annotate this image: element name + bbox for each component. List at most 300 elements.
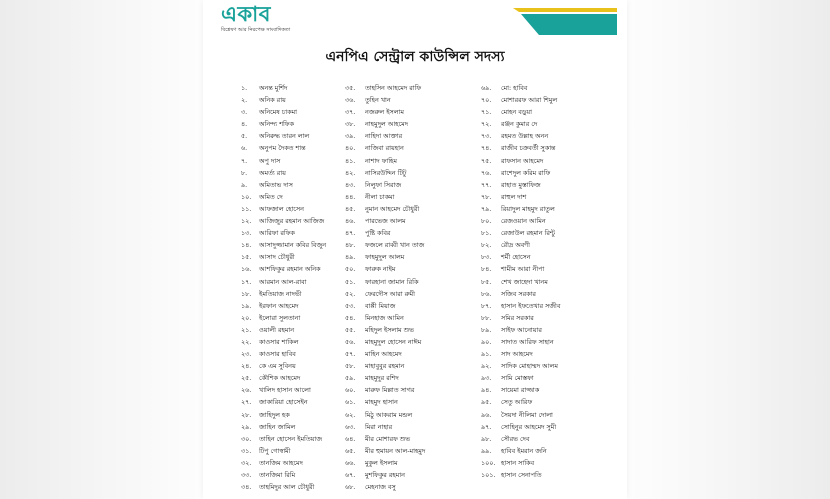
member-number: ৩১. — [241, 446, 252, 455]
member-number: ২৮. — [241, 410, 252, 419]
member-entry — [241, 130, 326, 142]
member-entry — [241, 94, 326, 106]
member-entry — [241, 167, 326, 179]
member-name: ইলোরা সুলতানা — [259, 313, 301, 322]
member-number: ৫৬. — [345, 337, 356, 346]
member-number: ২. — [241, 96, 248, 105]
member-name: আসাদুজ্জামান কবির বিজুন — [259, 241, 327, 250]
member-name: ফারহানা জামান রিকি — [365, 277, 419, 286]
member-entry — [345, 142, 425, 154]
member-entry — [481, 469, 560, 481]
member-entry — [481, 336, 560, 348]
member-entry — [481, 384, 560, 396]
member-number: ৩৯. — [345, 132, 356, 141]
member-entry — [345, 82, 425, 94]
member-entry — [481, 276, 560, 288]
member-number: ১০১. — [481, 471, 496, 479]
member-entry — [241, 457, 326, 469]
member-name: মহিদুল ইসলাম শুভ — [365, 325, 414, 334]
member-entry — [241, 191, 326, 203]
member-number: ১৫. — [241, 253, 252, 262]
member-number: ২৭. — [241, 398, 252, 407]
page-title: এনপিএ সেন্ট্রাল কাউন্সিল সদস্য — [325, 49, 505, 65]
member-number: ৮৫. — [481, 277, 492, 286]
member-name: পারভেজ আলম — [365, 217, 406, 226]
member-entry — [481, 130, 560, 142]
member-name: সায়েমা রাজ্জাক — [501, 386, 540, 395]
member-name: নীলা চাকমা — [365, 192, 395, 201]
member-name: আরিফা রফিক — [259, 229, 295, 238]
member-number: ১০. — [241, 192, 252, 201]
member-number: ৪২. — [345, 168, 356, 177]
member-entry — [345, 396, 425, 408]
member-name: রাজীব চক্রবর্তী সুকান্ত — [501, 144, 556, 153]
member-number: ৮৮. — [481, 313, 492, 322]
member-entry — [481, 324, 560, 336]
member-entry — [345, 421, 425, 433]
member-name: মীর হুমায়ন আল-মাহমুদ — [365, 446, 426, 455]
member-name: ফারুক নাইম — [365, 265, 396, 274]
member-entry — [481, 288, 560, 300]
member-name: টিপু গোস্বামী — [259, 446, 291, 455]
member-name: অমর্ত্য রায় — [259, 168, 286, 177]
member-entry — [345, 300, 425, 312]
member-entry — [241, 106, 326, 118]
member-number: ৭২. — [481, 120, 492, 129]
member-entry — [241, 82, 326, 94]
member-entry — [345, 312, 425, 324]
members-column-3 — [481, 82, 560, 481]
member-number: ৪. — [241, 120, 248, 129]
member-entry — [241, 396, 326, 408]
member-number: ৫৯. — [345, 374, 356, 383]
member-entry — [241, 288, 326, 300]
member-name: রহমত উল্লাহ অনন — [501, 132, 549, 141]
member-name: অনিমেষ চাকমা — [259, 108, 298, 117]
member-name: সাদাত আরিফ সাহান — [501, 337, 554, 346]
member-name: তাহিন হোসেন ইমতিয়াজ — [259, 434, 322, 443]
member-entry — [481, 179, 560, 191]
member-number: ৩৫. — [345, 84, 356, 92]
member-entry — [345, 130, 425, 142]
member-name: সাদ আহমেদ — [501, 350, 533, 359]
member-entry — [481, 396, 560, 408]
member-name: সাদিক মোহাম্মদ আলম — [501, 362, 558, 371]
member-number: ৬১. — [345, 398, 356, 407]
member-name: শেখ জাহেদা খানম — [501, 277, 548, 286]
member-entry — [481, 227, 560, 239]
member-number: ১৩. — [241, 229, 252, 238]
member-entry — [241, 336, 326, 348]
member-entry — [345, 155, 425, 167]
member-name: অনিক রায় — [259, 96, 286, 105]
members-column-1 — [241, 82, 326, 493]
member-entry — [345, 251, 425, 263]
member-entry — [345, 433, 425, 445]
member-name: মাহমুদ হাসান — [365, 398, 398, 407]
member-number: ৫৮. — [345, 362, 356, 371]
member-number: ৮৪. — [481, 265, 492, 274]
member-entry — [481, 433, 560, 445]
member-name: মিঠু আকরাম মন্ডল — [365, 410, 413, 419]
member-entry — [481, 421, 560, 433]
member-entry — [345, 94, 425, 106]
member-name: নজরুল ইসলাম — [365, 108, 404, 117]
member-name: জাহিদুল হক — [259, 410, 290, 419]
member-number: ৮৭. — [481, 301, 492, 310]
member-entry — [241, 348, 326, 360]
member-number: ৭৪. — [481, 144, 492, 153]
member-name: হাসান সাকিব — [501, 458, 535, 467]
member-number: ৩২. — [241, 458, 252, 467]
member-entry — [345, 457, 425, 469]
member-name: সৌরভ দেব — [501, 434, 530, 443]
member-name: আজিজুর রহমান আজিজ — [259, 217, 325, 226]
member-number: ১৭. — [241, 277, 252, 286]
member-name: সোহিনুর আহমেদ সুমী — [501, 422, 557, 431]
member-number: ৭৬. — [481, 168, 492, 177]
member-entry — [481, 445, 560, 457]
member-name: মুকুল ইসলাম — [365, 458, 398, 467]
member-name: ফজলে রাব্বী খান তাজ — [365, 241, 425, 250]
logo-tagline: বিশ্লেষণ আর নিরপেক্ষ সাংবাদিকতা — [221, 27, 291, 33]
member-entry — [481, 155, 560, 167]
member-name: অমিতাভ দাস — [259, 180, 293, 189]
member-entry — [241, 227, 326, 239]
member-entry — [481, 106, 560, 118]
member-entry — [345, 469, 425, 481]
member-entry — [241, 409, 326, 421]
member-name: কে এম সুবিনয় — [259, 362, 296, 371]
member-number: ১. — [241, 84, 248, 92]
member-name: রেজওয়ান আমিন — [501, 217, 546, 226]
member-name: মিনহাজ আমিন — [365, 313, 404, 322]
corner-stripes-graphic — [513, 8, 617, 35]
member-number: ৫. — [241, 132, 248, 141]
member-name: সমির সরকার — [501, 313, 534, 322]
member-number: ৭৯. — [481, 204, 492, 213]
member-name: মীর মোশারফ শুভ — [365, 434, 411, 443]
member-name: হাসান ইফতেখার সজীব — [501, 301, 561, 310]
member-number: ৬৮. — [345, 483, 356, 492]
member-number: ১৯. — [241, 301, 252, 310]
member-entry — [345, 288, 425, 300]
member-name: অনন্ত মুর্শিদ — [259, 84, 288, 92]
member-name: মুশফিকুর রহমান — [365, 471, 405, 479]
member-name: সেতু আরিফ — [501, 398, 533, 407]
member-entry — [241, 239, 326, 251]
member-number: ১০০. — [481, 458, 496, 467]
member-entry — [241, 118, 326, 130]
member-number: ৪৫. — [345, 204, 356, 213]
member-entry — [241, 421, 326, 433]
member-entry — [241, 324, 326, 336]
member-entry — [241, 360, 326, 372]
member-name: মাহিন আহমেদ — [365, 350, 402, 359]
member-number: ৭৩. — [481, 132, 492, 141]
member-entry — [481, 167, 560, 179]
member-name: ফেরদৌস আরা রুমী — [365, 289, 415, 298]
member-name: জাকারিয়া হোসেইন — [259, 398, 308, 407]
member-number: ৯১. — [481, 350, 492, 359]
member-number: ৫১. — [345, 277, 356, 286]
member-entry — [345, 372, 425, 384]
member-number: ২১. — [241, 325, 252, 334]
member-name: শামীম আরা নীপা — [501, 265, 545, 274]
member-number: ৬৩. — [345, 422, 356, 431]
logo-wordmark: একাব — [221, 2, 271, 26]
member-number: ৩৭. — [345, 108, 356, 117]
member-name: তুহিন খান — [365, 96, 391, 105]
member-number: ২৪. — [241, 362, 252, 371]
member-number: ৫৩. — [345, 301, 356, 310]
member-name: সৈয়দা নীলিমা দোলা — [501, 410, 553, 419]
member-number: ২২. — [241, 337, 252, 346]
member-entry — [345, 179, 425, 191]
member-name: হাবিব ইমরান জনি — [501, 446, 547, 455]
member-entry — [345, 384, 425, 396]
member-name: আশফিকুর রহমান অনিক — [259, 265, 321, 274]
member-entry — [241, 481, 326, 493]
member-entry — [345, 409, 425, 421]
member-name: নুমান আহমেদ চৌধুরী — [365, 204, 420, 213]
member-entry — [345, 167, 425, 179]
member-name: তানজিমা রিমি — [259, 471, 296, 479]
member-number: ৯৭. — [481, 422, 492, 431]
member-name: রঞ্জন কুমার দে — [501, 120, 538, 129]
member-name: সাইফ আনোয়ার — [501, 325, 542, 334]
member-entry — [345, 203, 425, 215]
member-entry — [241, 179, 326, 191]
member-number: ৫২. — [345, 289, 356, 298]
member-name: মেহনাজ বসু — [365, 483, 396, 492]
member-number: ৪১. — [345, 156, 356, 165]
member-entry — [241, 142, 326, 154]
member-name: রিয়াদুল মাহমুদ রাতুল — [501, 204, 555, 213]
member-number: ৮৯. — [481, 325, 492, 334]
member-entry — [345, 191, 425, 203]
member-entry — [345, 239, 425, 251]
member-entry — [345, 324, 425, 336]
member-number: ১৪. — [241, 241, 252, 250]
member-name: নাজিবা রায়হান — [365, 144, 404, 153]
member-number: ৬৫. — [345, 446, 356, 455]
member-entry — [481, 239, 560, 251]
member-number: ৯. — [241, 180, 248, 189]
member-number: ৪৯. — [345, 253, 356, 262]
member-name: রাফসান আহমেদ — [501, 156, 544, 165]
member-name: শর্মী হোসেন — [501, 253, 531, 262]
member-entry — [345, 106, 425, 118]
member-entry — [345, 118, 425, 130]
member-name: আরমান আল-রাবা — [259, 277, 307, 286]
member-name: পুষ্টি কবির — [365, 229, 391, 238]
member-number: ৩০. — [241, 434, 252, 443]
member-entry — [241, 215, 326, 227]
member-name: অনিন্দ্য শফিক — [259, 120, 294, 129]
member-name: তাহমিদুর আল চৌধুরী — [259, 483, 315, 492]
member-number: ৮. — [241, 168, 248, 177]
member-number: ৬৪. — [345, 434, 356, 443]
member-name: মাহমুদুল হোসেন নাঈম — [365, 337, 422, 346]
member-name: মো: হাবিব — [501, 84, 528, 92]
member-number: ৩. — [241, 108, 248, 117]
member-number: ৮৬. — [481, 289, 492, 298]
member-number: ৬. — [241, 144, 248, 153]
member-number: ৬০. — [345, 386, 356, 395]
member-number: ৫৭. — [345, 350, 356, 359]
member-number: ১৮. — [241, 289, 252, 298]
member-entry — [481, 82, 560, 94]
member-number: ৭৭. — [481, 180, 492, 189]
member-entry — [345, 263, 425, 275]
member-number: ২৩. — [241, 350, 252, 359]
members-column-2 — [345, 82, 425, 493]
member-name: কাওসার হাবিব — [259, 350, 296, 359]
member-name: রৌদ্র অবণী — [501, 241, 530, 250]
member-name: মারুফ মিল্লাত সাগর — [365, 386, 415, 395]
member-number: ৯৪. — [481, 386, 492, 395]
member-number: ২৫. — [241, 374, 252, 383]
member-entry — [241, 203, 326, 215]
member-number: ২৯. — [241, 422, 252, 431]
member-number: ৯৮. — [481, 434, 492, 443]
member-entry — [481, 372, 560, 384]
member-name: নিলুফা সিরাজ — [365, 180, 402, 189]
member-name: হাসান সেনাপতি — [501, 471, 542, 479]
member-name: নাহিদা আক্তার — [365, 132, 403, 141]
member-entry — [241, 372, 326, 384]
member-name: অনিরুদ্ধ তারন লাল — [259, 132, 310, 141]
member-name: রাহুল দাশ — [501, 192, 527, 201]
member-entry — [481, 251, 560, 263]
member-number: ৭০. — [481, 96, 492, 105]
member-name: ইমতিয়াজ নাদভী — [259, 289, 302, 298]
member-entry — [241, 263, 326, 275]
member-entry — [345, 348, 425, 360]
member-name: রাহাত মুস্তাফিজ — [501, 180, 541, 189]
member-number: ৯৩. — [481, 374, 492, 383]
member-number: ৪০. — [345, 144, 356, 153]
member-number: ৭. — [241, 156, 248, 165]
member-number: ৬৬. — [345, 458, 356, 467]
member-number: ৮৩. — [481, 253, 492, 262]
logo — [221, 2, 301, 42]
member-number: ৫০. — [345, 265, 356, 274]
member-name: অমিত দে — [259, 192, 283, 201]
member-entry — [481, 348, 560, 360]
member-name: বাপ্পী মিয়াজ — [365, 301, 396, 310]
member-entry — [345, 445, 425, 457]
member-name: ইরফান আহমেদ — [259, 301, 299, 310]
member-name: নাহমুদুল আহমেদ — [365, 120, 409, 129]
member-entry — [241, 155, 326, 167]
member-entry — [481, 312, 560, 324]
member-number: ৪৪. — [345, 192, 356, 201]
member-name: মাহাবুবুর রহমান — [365, 362, 405, 371]
member-name: মোহন বড়ুয়া — [501, 108, 532, 117]
member-number: ৯০. — [481, 337, 492, 346]
member-entry — [481, 142, 560, 154]
member-number: ৯৬. — [481, 410, 492, 419]
member-number: ৭৫. — [481, 156, 492, 165]
member-name: ওয়ালী রহমান — [259, 325, 295, 334]
member-number: ৬৭. — [345, 471, 356, 479]
member-entry — [481, 300, 560, 312]
member-name: অনুপম দৈকত শান্ত — [259, 144, 306, 153]
member-number: ৪৭. — [345, 229, 356, 238]
member-entry — [481, 409, 560, 421]
member-number: ৪৬. — [345, 217, 356, 226]
member-number: ৩৩. — [241, 471, 252, 479]
member-number: ৬২. — [345, 410, 356, 419]
member-number: ৯৫. — [481, 398, 492, 407]
member-number: ৯২. — [481, 362, 492, 371]
member-name: নাসিরউদ্দিন টিটু — [365, 168, 407, 177]
member-number: ৭৮. — [481, 192, 492, 201]
member-entry — [481, 118, 560, 130]
member-name: তানজিম আহমেদ — [259, 458, 303, 467]
member-entry — [241, 384, 326, 396]
member-name: কাওসার শাকিল — [259, 337, 299, 346]
member-number: ৩৪. — [241, 483, 252, 492]
member-entry — [481, 215, 560, 227]
member-entry — [345, 360, 425, 372]
member-number: ৯৯. — [481, 446, 492, 455]
member-entry — [481, 203, 560, 215]
member-name: মিরা নাহার — [365, 422, 393, 431]
member-number: ৫৫. — [345, 325, 356, 334]
member-number: ৩৮. — [345, 120, 356, 129]
member-entry — [241, 445, 326, 457]
member-name: নাশাদ ফাহিম — [365, 156, 397, 165]
member-name: জাহিন জামিল — [259, 422, 296, 431]
member-name: রেজাউল রহমান রিন্টু — [501, 229, 555, 238]
member-number: ১১. — [241, 204, 252, 213]
member-entry — [481, 360, 560, 372]
member-number: ২৬. — [241, 386, 252, 395]
member-entry — [345, 276, 425, 288]
member-name: আসাদ চৌধুরী — [259, 253, 295, 262]
member-name: সজিব সরকার — [501, 289, 536, 298]
member-name: তাহসিন আহমেদ রাফি — [365, 84, 422, 92]
member-name: রাশেদুল করিম রাফি — [501, 168, 551, 177]
member-number: ৮০. — [481, 217, 492, 226]
member-entry — [241, 276, 326, 288]
member-number: ৬৯. — [481, 84, 492, 92]
member-entry — [241, 312, 326, 324]
member-number: ৮২. — [481, 241, 492, 250]
member-entry — [481, 94, 560, 106]
member-number: ২০. — [241, 313, 252, 322]
member-number: ১২. — [241, 217, 252, 226]
member-entry — [481, 263, 560, 275]
member-name: ফাহমুদুল আলম — [365, 253, 405, 262]
member-entry — [241, 469, 326, 481]
member-number: ৭১. — [481, 108, 492, 117]
member-number: ৮১. — [481, 229, 492, 238]
member-entry — [345, 215, 425, 227]
member-entry — [481, 191, 560, 203]
member-entry — [241, 300, 326, 312]
member-name: আফজাল হোসেন — [259, 204, 304, 213]
member-entry — [345, 227, 425, 239]
member-name: খালিদ হাসান আলো — [259, 386, 311, 395]
member-entry — [481, 457, 560, 469]
document-page — [203, 0, 627, 499]
member-name: মাহমুদুর রশিদ — [365, 374, 399, 383]
member-number: ৩৬. — [345, 96, 356, 105]
